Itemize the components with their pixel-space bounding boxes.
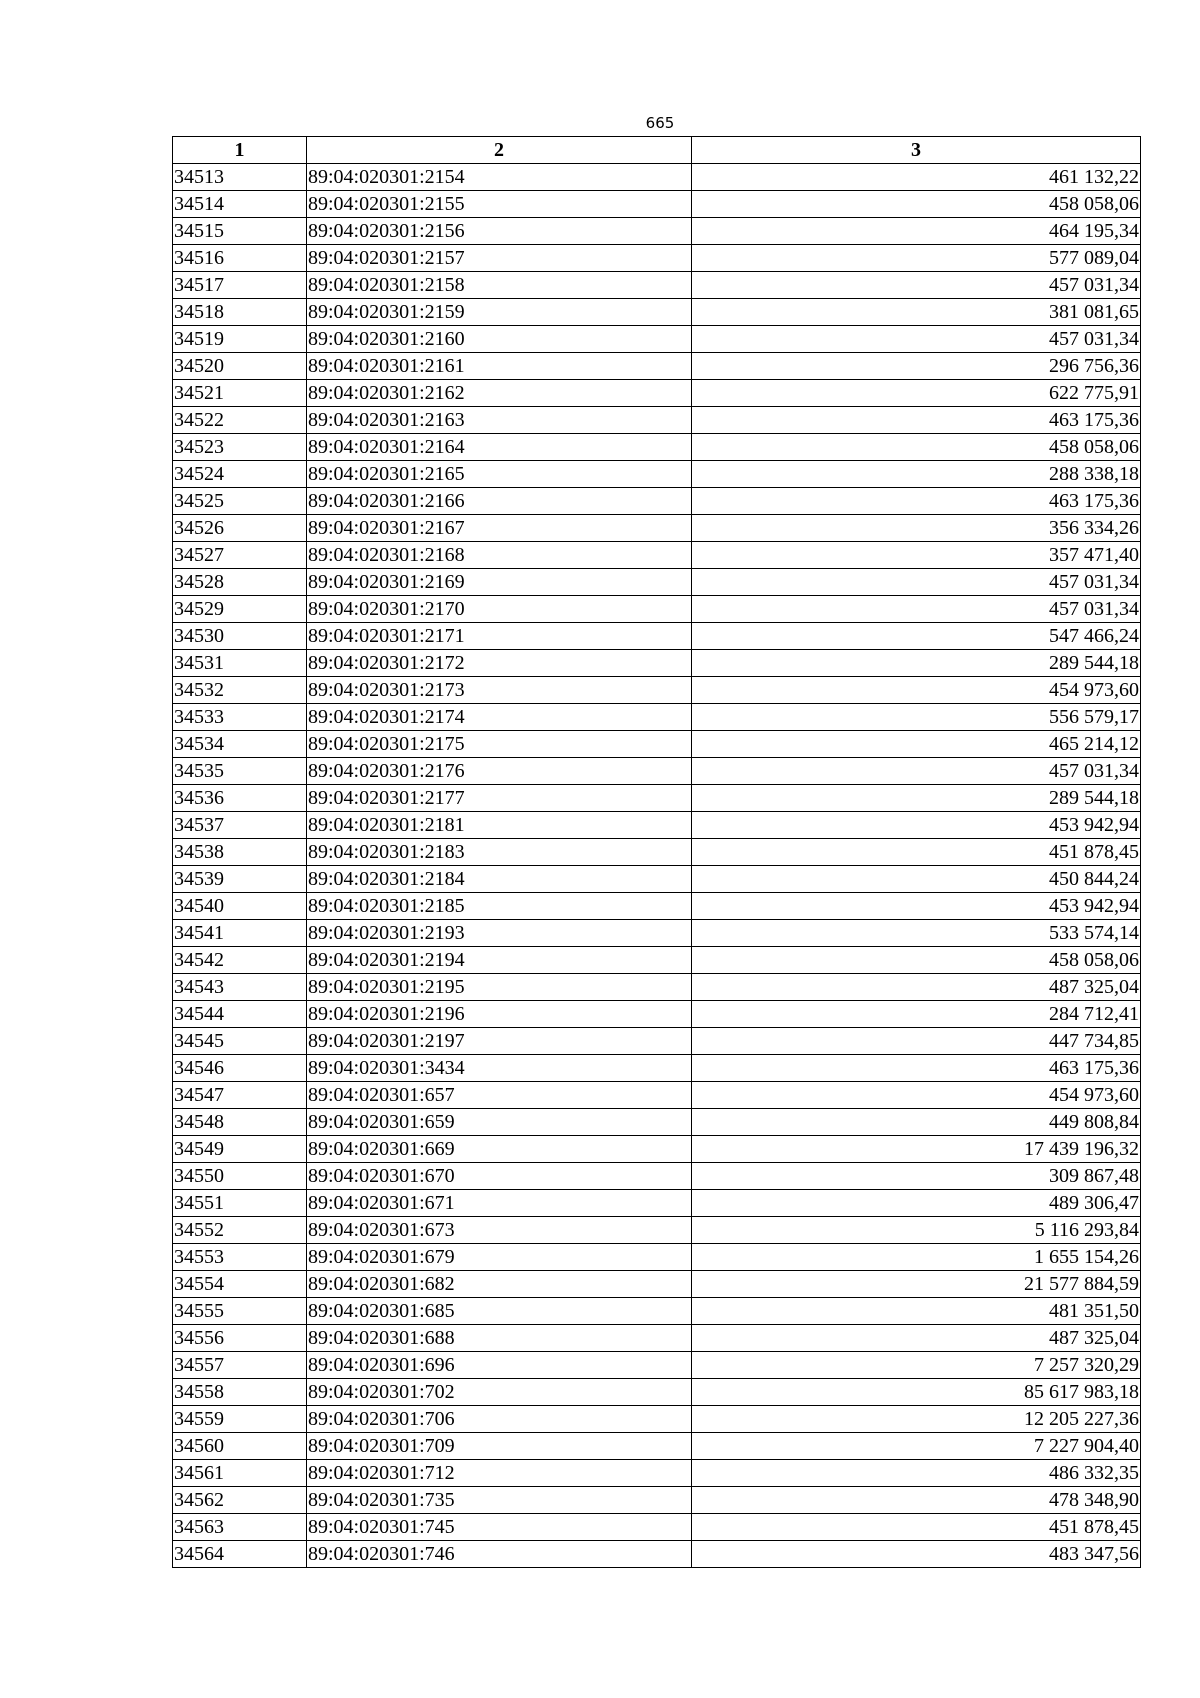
row-number-cell: 34558 [173, 1379, 307, 1406]
row-number-cell: 34525 [173, 488, 307, 515]
value-cell: 453 942,94 [692, 812, 1141, 839]
row-number-cell: 34553 [173, 1244, 307, 1271]
value-cell: 489 306,47 [692, 1190, 1141, 1217]
value-cell: 457 031,34 [692, 272, 1141, 299]
header-row [173, 137, 1141, 164]
cadastral-number-cell: 89:04:020301:688 [307, 1325, 692, 1352]
table-row [173, 1487, 1141, 1514]
table-row [173, 704, 1141, 731]
value-cell: 533 574,14 [692, 920, 1141, 947]
table-row [173, 407, 1141, 434]
row-number-cell: 34561 [173, 1460, 307, 1487]
value-cell: 463 175,36 [692, 1055, 1141, 1082]
row-number-cell: 34513 [173, 164, 307, 191]
cadastral-number-cell: 89:04:020301:2177 [307, 785, 692, 812]
page-number: 665 [645, 114, 675, 132]
row-number-cell: 34531 [173, 650, 307, 677]
table-row [173, 299, 1141, 326]
cadastral-number-cell: 89:04:020301:673 [307, 1217, 692, 1244]
table-row [173, 1271, 1141, 1298]
table-body [173, 164, 1141, 1568]
data-table [172, 136, 1141, 1568]
value-cell: 483 347,56 [692, 1541, 1141, 1568]
value-cell: 453 942,94 [692, 893, 1141, 920]
value-cell: 289 544,18 [692, 785, 1141, 812]
cadastral-number-cell: 89:04:020301:2196 [307, 1001, 692, 1028]
table-row [173, 569, 1141, 596]
table-row [173, 1190, 1141, 1217]
row-number-cell: 34552 [173, 1217, 307, 1244]
row-number-cell: 34532 [173, 677, 307, 704]
row-number-cell: 34560 [173, 1433, 307, 1460]
row-number-cell: 34555 [173, 1298, 307, 1325]
cadastral-number-cell: 89:04:020301:2175 [307, 731, 692, 758]
cadastral-number-cell: 89:04:020301:2176 [307, 758, 692, 785]
cadastral-number-cell: 89:04:020301:2154 [307, 164, 692, 191]
cadastral-number-cell: 89:04:020301:2193 [307, 920, 692, 947]
cadastral-number-cell: 89:04:020301:735 [307, 1487, 692, 1514]
cadastral-number-cell: 89:04:020301:2168 [307, 542, 692, 569]
table-row [173, 1514, 1141, 1541]
row-number-cell: 34559 [173, 1406, 307, 1433]
table-row [173, 218, 1141, 245]
cadastral-number-cell: 89:04:020301:2161 [307, 353, 692, 380]
row-number-cell: 34534 [173, 731, 307, 758]
cadastral-number-cell: 89:04:020301:746 [307, 1541, 692, 1568]
table-row [173, 1460, 1141, 1487]
value-cell: 296 756,36 [692, 353, 1141, 380]
value-cell: 85 617 983,18 [692, 1379, 1141, 1406]
row-number-cell: 34563 [173, 1514, 307, 1541]
cadastral-number-cell: 89:04:020301:2162 [307, 380, 692, 407]
table-row [173, 947, 1141, 974]
value-cell: 449 808,84 [692, 1109, 1141, 1136]
cadastral-number-cell: 89:04:020301:2164 [307, 434, 692, 461]
row-number-cell: 34549 [173, 1136, 307, 1163]
cadastral-number-cell: 89:04:020301:2171 [307, 623, 692, 650]
value-cell: 17 439 196,32 [692, 1136, 1141, 1163]
cadastral-number-cell: 89:04:020301:709 [307, 1433, 692, 1460]
value-cell: 487 325,04 [692, 1325, 1141, 1352]
table-row [173, 191, 1141, 218]
row-number-cell: 34554 [173, 1271, 307, 1298]
row-number-cell: 34518 [173, 299, 307, 326]
value-cell: 451 878,45 [692, 839, 1141, 866]
column-header-1: 1 [173, 137, 307, 164]
table-row [173, 1433, 1141, 1460]
row-number-cell: 34520 [173, 353, 307, 380]
value-cell: 547 466,24 [692, 623, 1141, 650]
value-cell: 451 878,45 [692, 1514, 1141, 1541]
table-row [173, 1001, 1141, 1028]
column-header-3: 3 [692, 137, 1141, 164]
row-number-cell: 34529 [173, 596, 307, 623]
table-row [173, 1055, 1141, 1082]
value-cell: 463 175,36 [692, 407, 1141, 434]
value-cell: 458 058,06 [692, 434, 1141, 461]
cadastral-number-cell: 89:04:020301:696 [307, 1352, 692, 1379]
table-row [173, 758, 1141, 785]
cadastral-number-cell: 89:04:020301:2174 [307, 704, 692, 731]
table-row [173, 893, 1141, 920]
value-cell: 556 579,17 [692, 704, 1141, 731]
cadastral-number-cell: 89:04:020301:2160 [307, 326, 692, 353]
cadastral-number-cell: 89:04:020301:702 [307, 1379, 692, 1406]
row-number-cell: 34515 [173, 218, 307, 245]
table-row [173, 1379, 1141, 1406]
row-number-cell: 34547 [173, 1082, 307, 1109]
cadastral-number-cell: 89:04:020301:2156 [307, 218, 692, 245]
value-cell: 12 205 227,36 [692, 1406, 1141, 1433]
table-row [173, 623, 1141, 650]
table-row [173, 1406, 1141, 1433]
value-cell: 5 116 293,84 [692, 1217, 1141, 1244]
cadastral-number-cell: 89:04:020301:2166 [307, 488, 692, 515]
row-number-cell: 34542 [173, 947, 307, 974]
cadastral-number-cell: 89:04:020301:2159 [307, 299, 692, 326]
table-row [173, 596, 1141, 623]
row-number-cell: 34550 [173, 1163, 307, 1190]
value-cell: 457 031,34 [692, 326, 1141, 353]
value-cell: 447 734,85 [692, 1028, 1141, 1055]
row-number-cell: 34533 [173, 704, 307, 731]
table-row [173, 785, 1141, 812]
row-number-cell: 34517 [173, 272, 307, 299]
table-row [173, 380, 1141, 407]
column-header-2: 2 [307, 137, 692, 164]
table-row [173, 488, 1141, 515]
cadastral-number-cell: 89:04:020301:2172 [307, 650, 692, 677]
cadastral-number-cell: 89:04:020301:2194 [307, 947, 692, 974]
table-row [173, 839, 1141, 866]
cadastral-number-cell: 89:04:020301:657 [307, 1082, 692, 1109]
value-cell: 357 471,40 [692, 542, 1141, 569]
row-number-cell: 34539 [173, 866, 307, 893]
table-row [173, 1028, 1141, 1055]
cadastral-number-cell: 89:04:020301:679 [307, 1244, 692, 1271]
table-row [173, 920, 1141, 947]
row-number-cell: 34556 [173, 1325, 307, 1352]
cadastral-number-cell: 89:04:020301:2183 [307, 839, 692, 866]
value-cell: 381 081,65 [692, 299, 1141, 326]
row-number-cell: 34543 [173, 974, 307, 1001]
cadastral-number-cell: 89:04:020301:659 [307, 1109, 692, 1136]
cadastral-number-cell: 89:04:020301:685 [307, 1298, 692, 1325]
value-cell: 288 338,18 [692, 461, 1141, 488]
cadastral-number-cell: 89:04:020301:2170 [307, 596, 692, 623]
row-number-cell: 34536 [173, 785, 307, 812]
cadastral-number-cell: 89:04:020301:671 [307, 1190, 692, 1217]
cadastral-number-cell: 89:04:020301:2185 [307, 893, 692, 920]
value-cell: 622 775,91 [692, 380, 1141, 407]
cadastral-number-cell: 89:04:020301:2157 [307, 245, 692, 272]
row-number-cell: 34548 [173, 1109, 307, 1136]
table-row [173, 1325, 1141, 1352]
table-row [173, 677, 1141, 704]
table-row [173, 434, 1141, 461]
row-number-cell: 34514 [173, 191, 307, 218]
table-row [173, 650, 1141, 677]
value-cell: 7 227 904,40 [692, 1433, 1141, 1460]
value-cell: 458 058,06 [692, 191, 1141, 218]
table-row [173, 1136, 1141, 1163]
table-row [173, 731, 1141, 758]
row-number-cell: 34530 [173, 623, 307, 650]
table-row [173, 1082, 1141, 1109]
table-row [173, 866, 1141, 893]
table-row [173, 1163, 1141, 1190]
row-number-cell: 34564 [173, 1541, 307, 1568]
value-cell: 486 332,35 [692, 1460, 1141, 1487]
cadastral-number-cell: 89:04:020301:2155 [307, 191, 692, 218]
row-number-cell: 34521 [173, 380, 307, 407]
table-row [173, 1217, 1141, 1244]
row-number-cell: 34528 [173, 569, 307, 596]
row-number-cell: 34522 [173, 407, 307, 434]
cadastral-number-cell: 89:04:020301:2184 [307, 866, 692, 893]
row-number-cell: 34538 [173, 839, 307, 866]
table-row [173, 353, 1141, 380]
value-cell: 1 655 154,26 [692, 1244, 1141, 1271]
table-row [173, 974, 1141, 1001]
cadastral-number-cell: 89:04:020301:670 [307, 1163, 692, 1190]
cadastral-number-cell: 89:04:020301:2158 [307, 272, 692, 299]
value-cell: 457 031,34 [692, 596, 1141, 623]
cadastral-number-cell: 89:04:020301:3434 [307, 1055, 692, 1082]
value-cell: 21 577 884,59 [692, 1271, 1141, 1298]
table-row [173, 1109, 1141, 1136]
value-cell: 478 348,90 [692, 1487, 1141, 1514]
table-row [173, 164, 1141, 191]
row-number-cell: 34535 [173, 758, 307, 785]
cadastral-number-cell: 89:04:020301:706 [307, 1406, 692, 1433]
cadastral-number-cell: 89:04:020301:2197 [307, 1028, 692, 1055]
row-number-cell: 34544 [173, 1001, 307, 1028]
value-cell: 463 175,36 [692, 488, 1141, 515]
cadastral-number-cell: 89:04:020301:682 [307, 1271, 692, 1298]
cadastral-number-cell: 89:04:020301:745 [307, 1514, 692, 1541]
cadastral-number-cell: 89:04:020301:2163 [307, 407, 692, 434]
row-number-cell: 34541 [173, 920, 307, 947]
table-row [173, 812, 1141, 839]
value-cell: 356 334,26 [692, 515, 1141, 542]
value-cell: 481 351,50 [692, 1298, 1141, 1325]
row-number-cell: 34516 [173, 245, 307, 272]
value-cell: 465 214,12 [692, 731, 1141, 758]
value-cell: 454 973,60 [692, 1082, 1141, 1109]
table-row [173, 1298, 1141, 1325]
table-row [173, 326, 1141, 353]
row-number-cell: 34524 [173, 461, 307, 488]
cadastral-number-cell: 89:04:020301:2195 [307, 974, 692, 1001]
cadastral-number-cell: 89:04:020301:2169 [307, 569, 692, 596]
value-cell: 461 132,22 [692, 164, 1141, 191]
table-row [173, 245, 1141, 272]
table-row [173, 272, 1141, 299]
value-cell: 284 712,41 [692, 1001, 1141, 1028]
value-cell: 289 544,18 [692, 650, 1141, 677]
value-cell: 457 031,34 [692, 569, 1141, 596]
row-number-cell: 34540 [173, 893, 307, 920]
row-number-cell: 34562 [173, 1487, 307, 1514]
row-number-cell: 34526 [173, 515, 307, 542]
cadastral-number-cell: 89:04:020301:2173 [307, 677, 692, 704]
row-number-cell: 34527 [173, 542, 307, 569]
row-number-cell: 34545 [173, 1028, 307, 1055]
cadastral-number-cell: 89:04:020301:669 [307, 1136, 692, 1163]
row-number-cell: 34551 [173, 1190, 307, 1217]
value-cell: 487 325,04 [692, 974, 1141, 1001]
cadastral-number-cell: 89:04:020301:2165 [307, 461, 692, 488]
table-row [173, 1352, 1141, 1379]
value-cell: 464 195,34 [692, 218, 1141, 245]
cadastral-number-cell: 89:04:020301:2167 [307, 515, 692, 542]
cadastral-number-cell: 89:04:020301:712 [307, 1460, 692, 1487]
row-number-cell: 34537 [173, 812, 307, 839]
table-row [173, 461, 1141, 488]
table-row [173, 1244, 1141, 1271]
value-cell: 457 031,34 [692, 758, 1141, 785]
cadastral-number-cell: 89:04:020301:2181 [307, 812, 692, 839]
value-cell: 309 867,48 [692, 1163, 1141, 1190]
table-row [173, 542, 1141, 569]
row-number-cell: 34519 [173, 326, 307, 353]
table-row [173, 515, 1141, 542]
row-number-cell: 34557 [173, 1352, 307, 1379]
value-cell: 577 089,04 [692, 245, 1141, 272]
value-cell: 450 844,24 [692, 866, 1141, 893]
value-cell: 454 973,60 [692, 677, 1141, 704]
row-number-cell: 34523 [173, 434, 307, 461]
row-number-cell: 34546 [173, 1055, 307, 1082]
table-row [173, 1541, 1141, 1568]
value-cell: 7 257 320,29 [692, 1352, 1141, 1379]
value-cell: 458 058,06 [692, 947, 1141, 974]
